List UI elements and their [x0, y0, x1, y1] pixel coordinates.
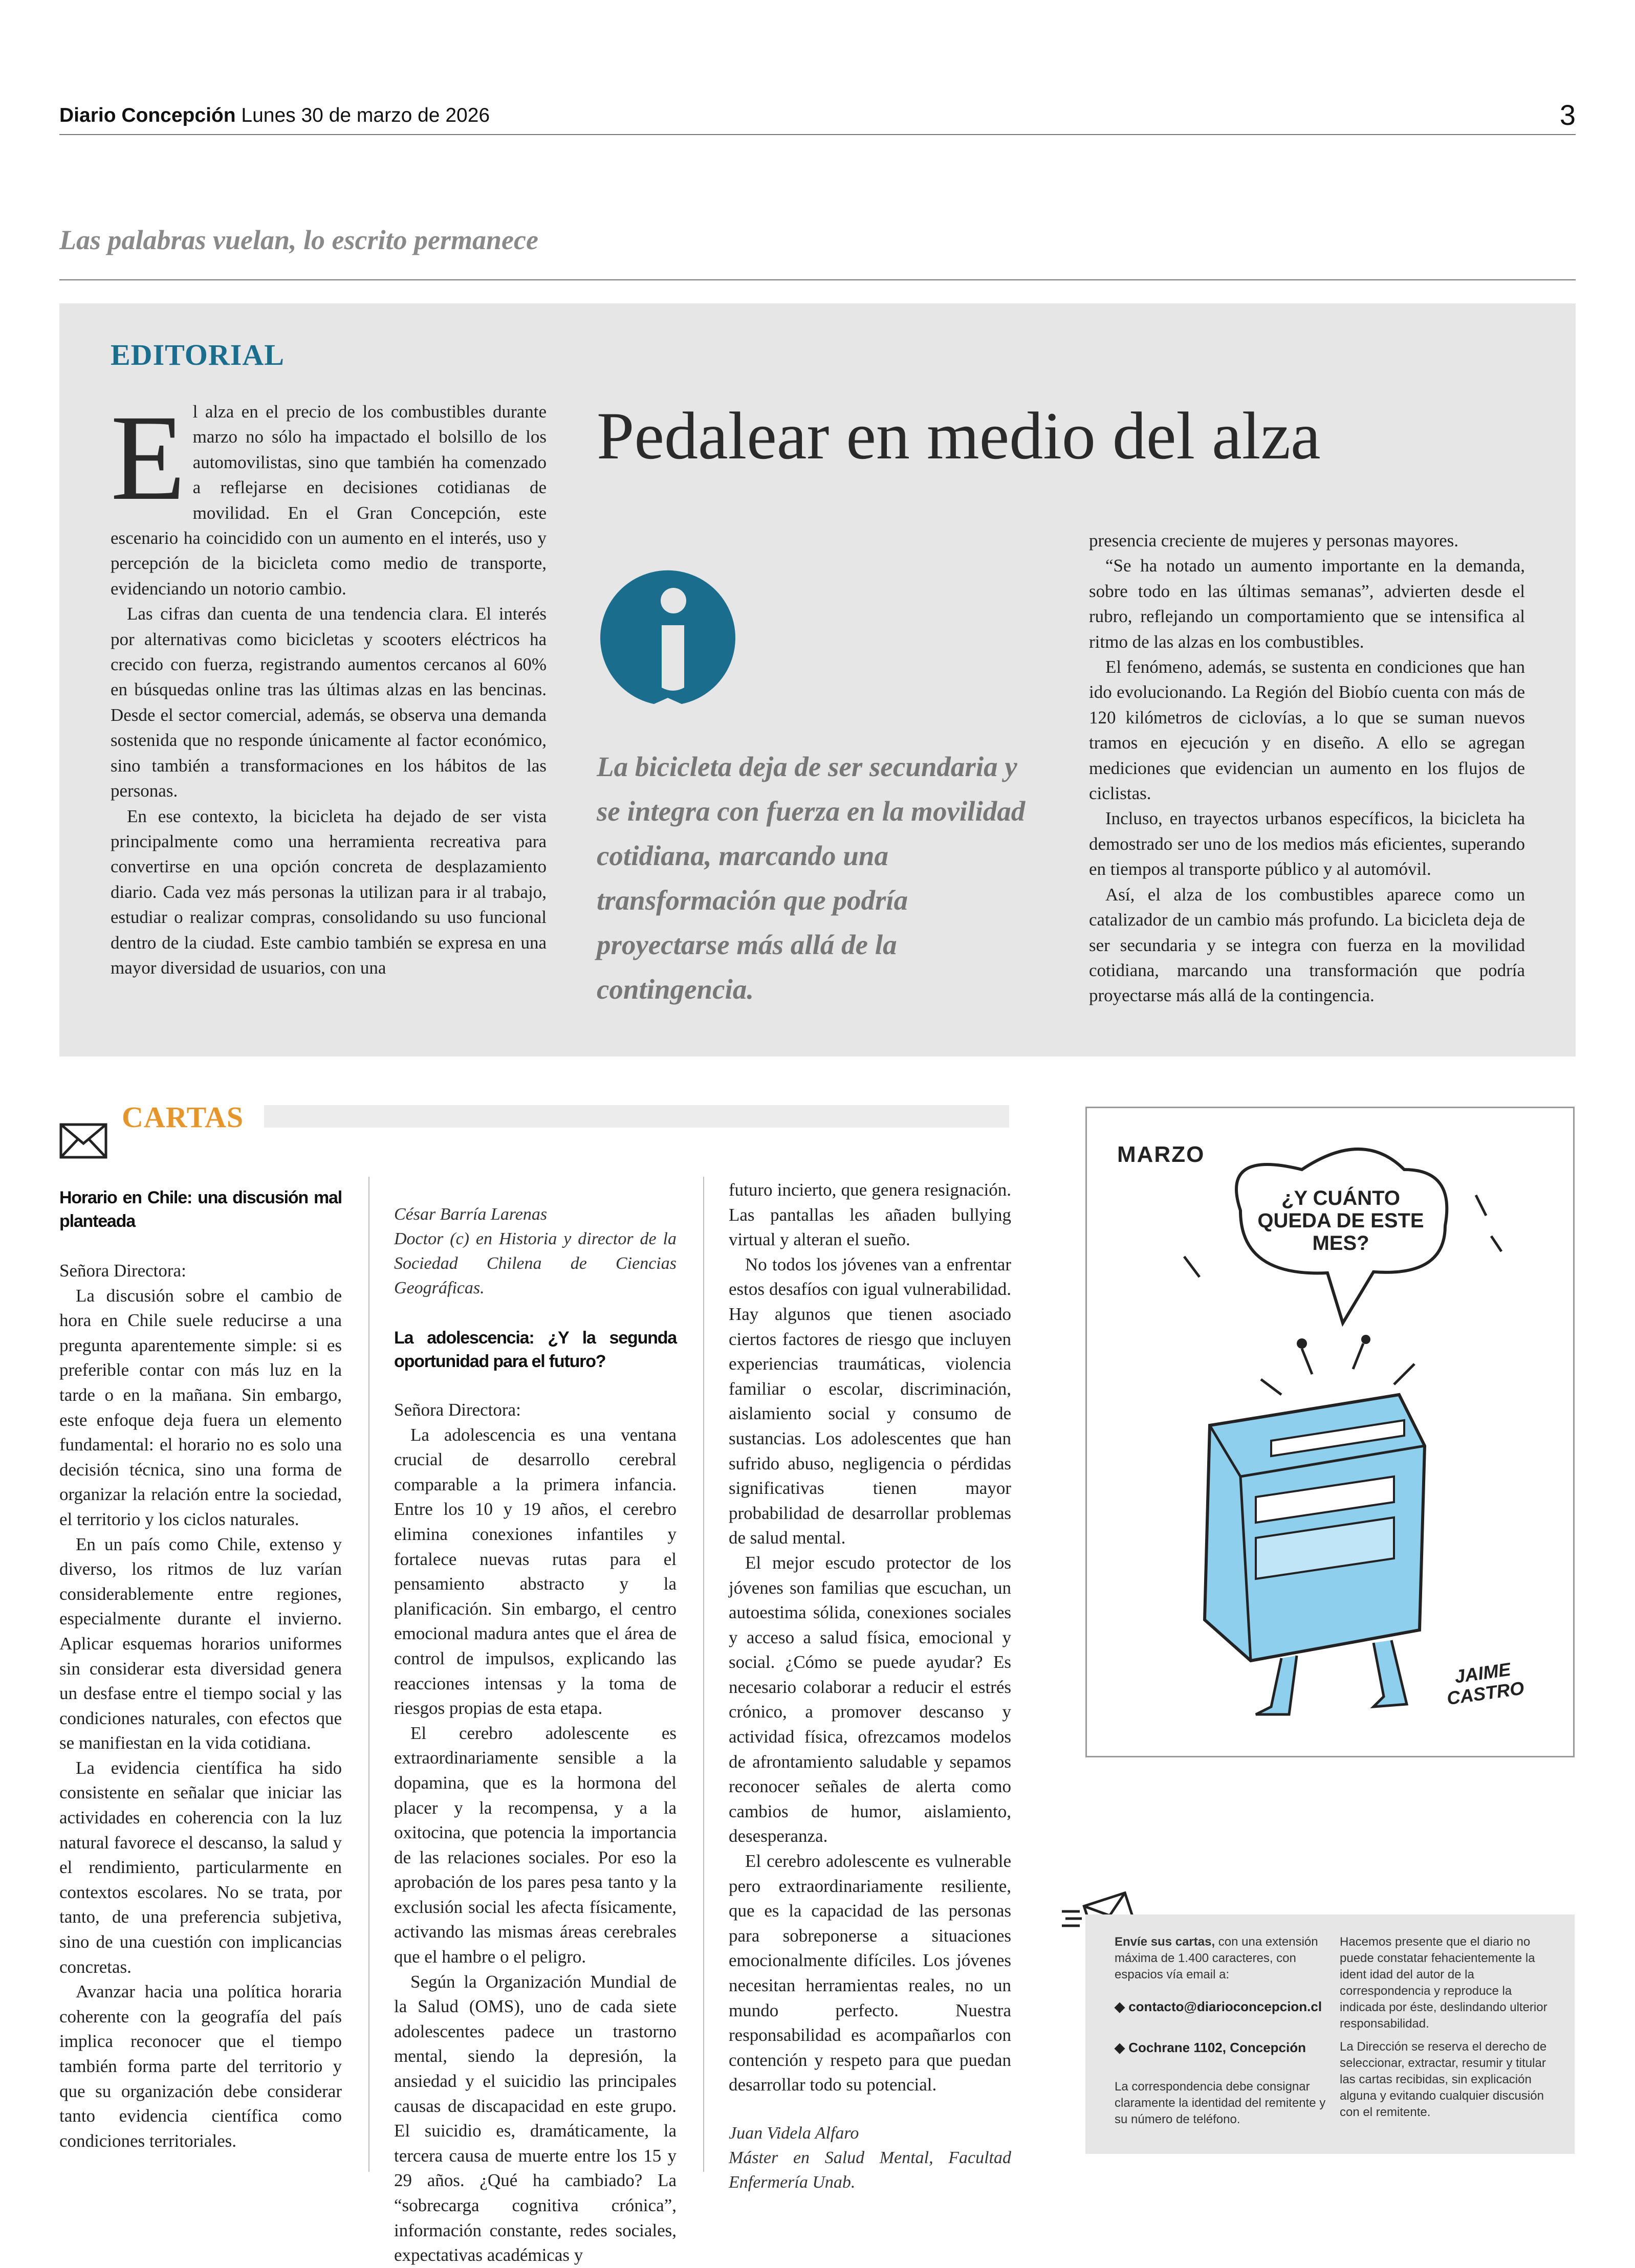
letters-column-1	[59, 1186, 342, 2153]
letter-title: Horario en Chile: una discusión mal planteada	[59, 1188, 342, 1231]
letter-author: Juan Videla Alfaro	[729, 2123, 859, 2143]
letter-author-title: Doctor (c) en Historia y director de la Sociedad Chilena de Ciencias Geográficas.	[394, 1229, 677, 1297]
page-number: 3	[1559, 99, 1576, 131]
editorial-paragraph: l alza en el precio de los combustibles durante marzo no sólo ha impactado el bolsillo de los automovilistas, sino que también ha comenzado a reflejarse en decisiones cotidianas de movilidad. En el Gran Concepción, este escenario ha coincidido con un aumento en el interés, uso y percepción de la bicicleta como medio de transporte, evidenciando un notorio cambio.	[111, 402, 547, 599]
masthead	[59, 104, 490, 127]
letter-paragraph: La discusión sobre el cambio de hora en Chile suele reducirse a una pregunta aparentemente simple: si es preferible contar con más luz en la tarde o en la mañana. Sin embargo, este enfoque deja fuera un elemento fundamental: el horario no es solo una decisión técnica, sino una forma de organizar la relación entre la sociedad, el territorio y los ciclos naturales.	[59, 1285, 342, 1529]
drop-cap: E	[111, 389, 186, 525]
contact-address-text: Cochrane 1102, Concepción	[1128, 2040, 1306, 2055]
letter-paragraph: El cerebro adolescente es extraordinariamente sensible a la dopamina, que es la hormona del placer y la recompensa, y a la oxitocina, que potencia la importancia de las relaciones sociales. Por eso la aprobación de los pares pesa tanto y la exclusión social les afecta físicamente, activando las mismas áreas cerebrales que el hambre o el peligro.	[394, 1723, 677, 1967]
letter-paragraph: futuro incierto, que genera resignación. Las pantallas les añaden bullying virtual y alteran el sueño.	[729, 1180, 1011, 1250]
letter-title: La adolescencia: ¿Y la segunda oportunidad para el futuro?	[394, 1328, 677, 1371]
letter-paragraph: No todos los jóvenes van a enfrentar estos desafíos con igual vulnerabilidad. Hay algunos que tienen asociado ciertos factores de riesgo que incluyen experiencias traumáticas, violencia familiar o escolar, discriminación, aislamiento social y consumo de sustancias. Los adolescentes que han sufrido abuso, negligencia o pérdidas significativas tienen mayor probabilidad de desarrollar problemas de salud mental.	[729, 1254, 1011, 1548]
letter-paragraph: El cerebro adolescente es vulnerable pero extraordinariamente resiliente, que es la capacidad de las personas para sobreponerse a situaciones emocionalmente difíciles. Los jóvenes necesitan herramientas reales, no un mundo perfecto. Nuestra responsabilidad es acompañarlos con contención y respeto para que puedan desarrollar todo su potencial.	[729, 1851, 1011, 2095]
info-icon	[596, 569, 739, 712]
letter-paragraph: Avanzar hacia una política horaria coherente con la geografía del país implica reconocer que el tiempo también forma parte del territorio y que su organización debe considerar tanto evidencia científica como condiciones territoriales.	[59, 1981, 342, 2151]
cartoon-month-label: MARZO	[1117, 1142, 1205, 1167]
editorial-column-1	[111, 389, 547, 980]
editorial-pull-quote: La bicicleta deja de ser secundaria y se integra con fuerza en la movilidad cotidiana, marcando una transformación que podría proyectarse más allá de la contingencia.	[597, 751, 1026, 1005]
column-divider	[368, 1177, 369, 2172]
cartoon-speech-text: ¿Y CUÁNTO QUEDA DE ESTE MES?	[1257, 1187, 1424, 1254]
letter-author: César Barría Larenas	[394, 1205, 548, 1224]
contact-note-right-2: La Dirección se reserva el derecho de seleccionar, extractar, resumir y titular las cartas recibidas, sin explicación alguna y evitando cualquier discusión con el remitente.	[1340, 2040, 1547, 2119]
contact-note-right-1: Hacemos presente que el diario no puede constatar fehacientemente la ident idad del autor de la correspondencia y reproduce la indicada por éste, deslindando ulterior responsabilidad.	[1340, 1935, 1547, 2031]
send-title: Envíe sus cartas,	[1115, 1935, 1215, 1949]
publication-date: Lunes 30 de marzo de 2026	[241, 104, 490, 126]
editorial-paragraph: Las cifras dan cuenta de una tendencia clara. El interés por alternativas como bicicletas y scooters eléctricos ha crecido con fuerza, registrando aumentos cercanos al 60% en búsquedas online tras las últimas alzas en las bencinas. Desde el sector comercial, además, se observa una demanda sostenida que no responde únicamente al factor económico, sino también a transformaciones en los hábitos de las personas.	[111, 604, 547, 801]
send-instructions	[1115, 1934, 1329, 1983]
cartas-header-bar	[264, 1105, 1009, 1128]
contact-address: ◆ Cochrane 1102, Concepción	[1115, 2040, 1306, 2055]
editorial-paragraph: El fenómeno, además, se sustenta en condiciones que han ido evolucionando. La Región del Biobío cuenta con más de 120 kilómetros de ciclovías, a lo que se suman nuevos tramos en ejecución y en diseño. A ello se agregan mediciones que evidencian un aumento en los flujos de ciclistas.	[1089, 657, 1525, 804]
letter-paragraph: Según la Organización Mundial de la Salud (OMS), uno de cada siete adolescentes padece un trastorno mental, siendo la depresión, la ansiedad y el suicidio las principales causas de discapacidad en este grupo. El suicidio es, dramáticamente, la tercera causa de muerte entre los 15 y 29 años. ¿Qué ha cambiado? La “sobrecarga cognitiva crónica”, información constante, redes sociales, expectativas académicas y	[394, 1971, 677, 2265]
letter-paragraph: La evidencia científica ha sido consistente en señalar que iniciar las actividades en coherencia con la luz natural favorece el descanso, la salud y el rendimiento, particularmente en contextos escolares. No se trata, por tanto, de una preferencia subjetiva, sino de una cuestión con implicancias concretas.	[59, 1757, 342, 1977]
editorial-paragraph: En ese contexto, la bicicleta ha dejado de ser vista principalmente como una herramienta recreativa para convertirse en una opción concreta de desplazamiento diario. Cada vez más personas la utilizan para ir al trabajo, estudiar o realizar compras, consolidando su uso funcional dentro de la ciudad. Este cambio también se expresa en una mayor diversidad de usuarios, con una	[111, 806, 547, 978]
letter-paragraph: La adolescencia es una ventana crucial de desarrollo cerebral comparable a la primera infancia. Entre los 10 y 19 años, el cerebro elimina conexiones infantiles y fortalece nuevas rutas para el pensamiento abstracto y la planificación. Sin embargo, el centro emocional madura antes que el área de control de impulsos, explicando las reacciones intensas y la toma de riesgos propias de esta etapa.	[394, 1424, 677, 1719]
letter-paragraph: El mejor escudo protector de los jóvenes son familias que escuchan, un autoestima sólida, conexiones sociales y acceso a salud física, emocional y social. ¿Cómo se puede ayudar? Es necesario colaborar a reducir el estrés crónico, a promover descanso y actividad física, ofrezcamos modelos de afrontamiento saludable y sepamos reconocer señales de alerta como cambios de humor, aislamiento, desesperanza.	[729, 1552, 1011, 1846]
contact-note-left: La correspondencia debe consignar claramente la identidad del remitente y su número de teléfono.	[1115, 2080, 1326, 2126]
send-text: con una extensión máxima de 1.400 caracteres, con espacios vía email a:	[1115, 1935, 1318, 1981]
contact-email-text[interactable]: contacto@diarioconcepcion.cl	[1128, 1999, 1322, 2014]
letter-paragraph: En un país como Chile, extenso y diverso, los ritmos de luz varían considerablemente entre regiones, especialmente durante el invierno. Aplicar esquemas horarios uniformes sin considerar esta diversidad genera un desfase entre el tiempo social y las condiciones naturales, con efectos que se manifiestan en la vida cotidiana.	[59, 1534, 342, 1753]
letter-author-title: Máster en Salud Mental, Facultad Enfermería Unab.	[729, 2148, 1011, 2192]
letters-column-2	[394, 1202, 677, 2268]
column-divider	[703, 1177, 704, 2172]
editorial-paragraph: Así, el alza de los combustibles aparece como un catalizador de un cambio más profundo. La bicicleta deja de ser secundaria y se integra con fuerza en la movilidad cotidiana, marcando una transformación que podría proyectarse más allá de la contingencia.	[1089, 884, 1525, 1006]
editorial-paragraph: presencia creciente de mujeres y personas mayores.	[1089, 531, 1459, 551]
envelope-icon	[59, 1123, 107, 1159]
publication-name: Diario Concepción	[59, 104, 236, 126]
editorial-label: EDITORIAL	[111, 338, 285, 371]
cartoon-signature: JAIME CASTRO	[1445, 1658, 1525, 1709]
editorial-paragraph: Incluso, en trayectos urbanos específicos, la bicicleta ha demostrado ser uno de los medios más eficientes, superando en tiempos al transporte público y al automóvil.	[1089, 808, 1525, 879]
cartas-label: CARTAS	[122, 1100, 244, 1134]
contact-email[interactable]: ◆ contacto@diarioconcepcion.cl	[1115, 1999, 1322, 2014]
letter-salutation: Señora Directora:	[394, 1400, 521, 1420]
letters-column-3	[729, 1178, 1011, 2195]
header-rule	[59, 134, 1576, 135]
editorial-paragraph: “Se ha notado un aumento importante en la demanda, sobre todo en las últimas semanas”, advierten desde el rubro, reflejando un comportamiento que se intensifica al ritmo de las alzas en los combustibles.	[1089, 556, 1525, 652]
motto: Las palabras vuelan, lo escrito permanece	[59, 225, 538, 255]
letter-salutation: Señora Directora:	[59, 1261, 186, 1281]
editorial-column-3	[1089, 528, 1525, 1008]
editorial-headline: Pedalear en medio del alza	[597, 398, 1321, 473]
motto-rule	[59, 279, 1576, 280]
